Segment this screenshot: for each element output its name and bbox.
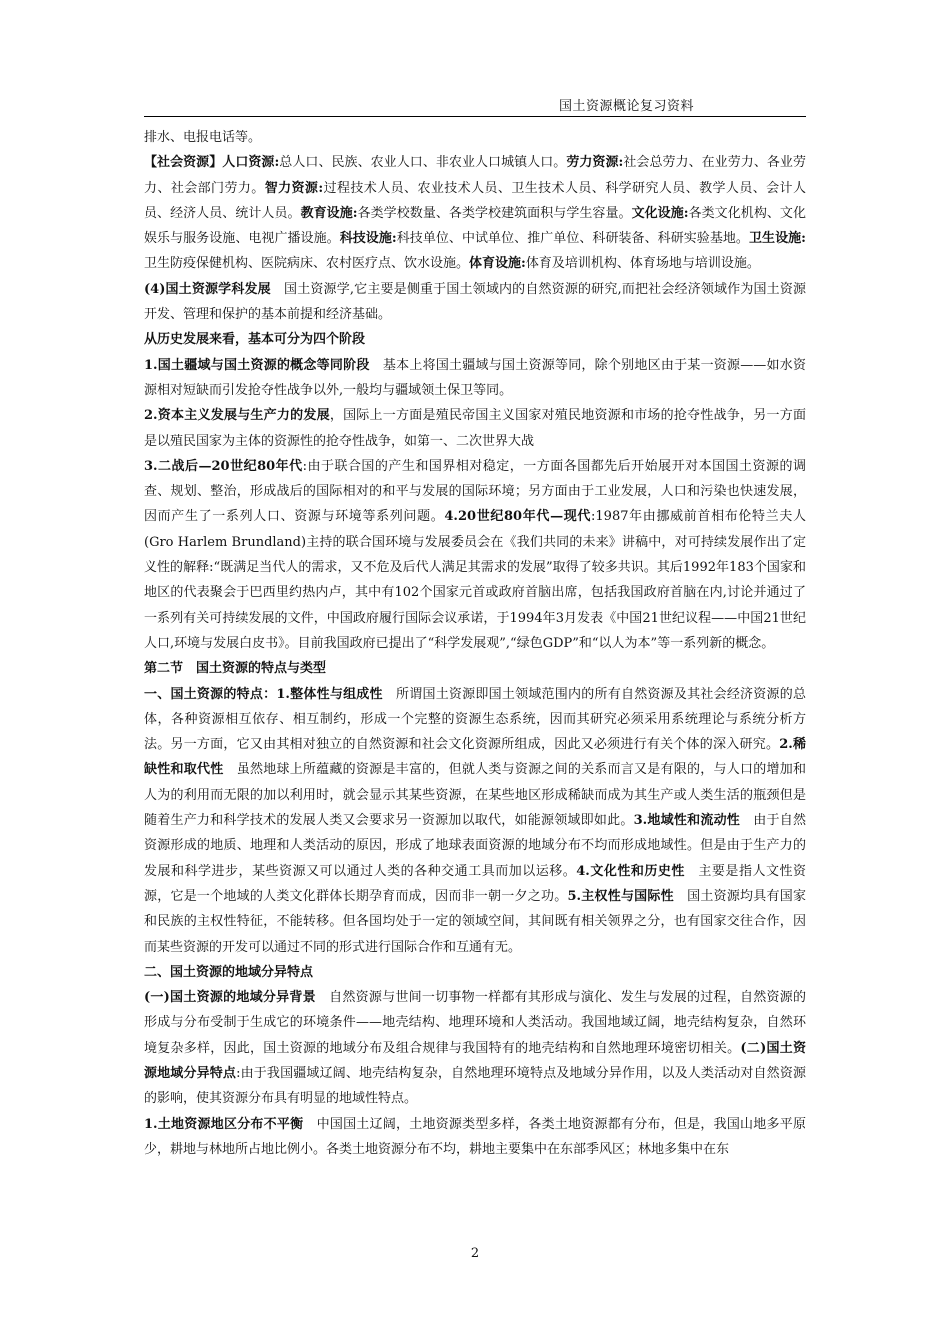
paragraph	[144, 353, 806, 404]
body-text: 社会总劳力、在业劳力、各业劳力、社会部门劳力。	[144, 155, 806, 196]
bold-heading-text: 2.资本主义发展与生产力的发展	[144, 408, 330, 424]
paragraph	[144, 454, 806, 656]
bold-heading-text: 二、国土资源的地域分异特点	[144, 964, 314, 980]
paragraph	[144, 985, 806, 1111]
page-number: 2	[470, 1246, 480, 1261]
bold-heading-text: 教育设施:	[300, 205, 358, 221]
paragraph	[144, 327, 806, 352]
bold-heading-text: 从历史发展来看，基本可分为四个阶段	[144, 332, 366, 348]
paragraph	[144, 1112, 806, 1163]
bold-heading-text: 体育设施:	[469, 256, 526, 272]
bold-heading-text: (4)国土资源学科发展	[144, 281, 271, 297]
bold-heading-text: 一、国土资源的特点：1.整体性与组成性	[144, 686, 383, 702]
body-text: 自然资源与世间一切事物一样都有其形成与演化、发生与发展的过程，自然资源的形成与分布受制于生成它的环境条件——地壳结构、地理环境和人类活动。我国地域辽阔，地壳结构复杂，自然环境复杂多样，因此，国土资源的地域分布及组合规律与我国特有的地壳结构和自然地理环境密切相关。	[144, 990, 806, 1056]
paragraph	[144, 125, 806, 150]
body-text: 国土资源学,它主要是侧重于国土领域内的自然资源的研究,而把社会经济领域作为国土资源开发、管理和保护的基本前提和经济基础。	[144, 281, 806, 323]
paragraph	[144, 403, 806, 454]
body-text: 虽然地球上所蕴藏的资源是丰富的，但就人类与资源之间的关系而言又是有限的，与人口的增加和人为的利用而无限的加以利用时，就会显示其某些资源，在某些地区形成稀缺而成为其生产或人类生活的瓶颈但是随着生产力和科学技术的发展人类又会要求另一资源加以取代，如能源领域即如此。	[144, 762, 806, 829]
body-text: 各类学校数量、各类学校建筑面积与学生容量。	[357, 205, 632, 221]
bold-heading-text: 文化设施:	[631, 205, 689, 221]
bold-heading-text: 1.土地资源地区分布不平衡	[144, 1116, 304, 1132]
header-title: 国土资源概论复习资料	[558, 99, 694, 114]
bold-heading-text: 科技设施:	[339, 231, 397, 247]
bold-heading-text: 劳力资源:	[566, 155, 624, 171]
paragraph	[144, 277, 806, 328]
body-text: 基本上将国土疆域与国土资源等同，除个别地区由于某一资源——如水资源相对短缺而引发抢夺性战争以外,一般均与疆域领土保卫等同。	[144, 357, 806, 398]
body-text: ，国际上一方面是殖民帝国主义国家对殖民地资源和市场的抢夺性战争，另一方面是以殖民国家为主体的资源性的抢夺性战争，如第一、二次世界大战	[144, 408, 806, 449]
body-text: 过程技术人员、农业技术人员、卫生技术人员、科学研究人员、教学人员、会计人员、经济人员、统计人员。	[144, 180, 806, 221]
body-text: 各类文化机构、文化娱乐与服务设施、电视广播设施。	[144, 205, 806, 247]
bold-heading-text: 2.稀缺性和取代性	[144, 737, 806, 778]
bold-heading-text: 5.主权性与国际性	[567, 888, 674, 904]
body-text: :由于联合国的产生和国界相对稳定，一方面各国都先后开始展开对本国国土资源的调查、规划、整治，形成战后的国际相对的和平与发展的国际环境；另方面由于工业发展，人口和污染也快速发展，因而产生了一系列人口、资源与环境等系列问题。	[144, 458, 806, 525]
paragraph	[144, 682, 806, 960]
body-text: 中国国土辽阔，土地资源类型多样，各类土地资源都有分布，但是，我国山地多平原少，耕地与林地所占地比例小。各类土地资源分布不均，耕地主要集中在东部季风区；林地多集中在东	[144, 1116, 806, 1157]
body-text: 国土资源均具有国家和民族的主权性特征，不能转移。但各国均处于一定的领域空间，其间既有相关领界之分，也有国家交往合作，因而某些资源的开发可以通过不同的形式进行国际合作和互通有无。	[144, 888, 806, 955]
bold-heading-text: 智力资源:	[264, 180, 324, 196]
body-text: :1987年由挪威前首相布伦特兰夫人(Gro Harlem Brundland)主持的联合国环境与发展委员会在《我们共同的未来》讲稿中，对可持续发展作出了定义性的解释:“既满足当代人的需求，又不危及后代人满足其需求的发展”取得了较多共识。其后1992年183个国家和地区的代表聚会于巴西里约热内卢，其中有102个国家元首或政府首脑出席，包括我国政府首脑在内,讨论并通过了一系列有关可持续发展的文件，中国政府履行国际会议承诺，于1994年3月发表《中国21世纪议程——中国21世纪人口,环境与发展白皮书》。目前我国政府已提出了“科学发展观”,“绿色GDP”和“以人为本”等一系列新的概念。	[144, 509, 806, 651]
bold-heading-text: 4.20世纪80年代—现代	[444, 509, 592, 525]
bold-heading-text: (二)国土资源地域分异特点	[144, 1040, 806, 1081]
bold-heading-text: 第二节 国土资源的特点与类型	[144, 661, 327, 677]
body-text: 排水、电报电话等。	[144, 130, 262, 145]
bold-heading-text: 1.国土疆域与国土资源的概念等同阶段	[144, 357, 370, 373]
bold-heading-text: 【社会资源】人口资源:	[144, 155, 280, 171]
body-text: 由于自然资源形成的地质、地理和人类活动的原因，形成了地球表面资源的地域分布不均而形成地域性。但是由于生产力的发展和科学进步，某些资源又可以通过人类的各种交通工具而加以运移。	[144, 813, 806, 879]
page-header	[144, 92, 806, 117]
bold-heading-text: 3.地域性和流动性	[633, 813, 741, 829]
paragraph	[144, 150, 806, 276]
body-text: 科技单位、中试单位、推广单位、科研装备、科研实验基地。	[396, 231, 749, 247]
body-text: 主要是指人文性资源，它是一个地域的人类文化群体长期孕育而成，因而非一朝一夕之功。	[144, 863, 806, 904]
body-text: 所谓国土资源即国土领域范围内的所有自然资源及其社会经济资源的总体，各种资源相互依存、相互制约，形成一个完整的资源生态系统，因而其研究必须采用系统理论与系统分析方法。另一方面，它又由其相对独立的自然资源和社会文化资源所组成，因此又必须进行有关个体的深入研究。	[144, 686, 806, 753]
bold-heading-text: 卫生设施:	[748, 231, 806, 247]
body-text: 总人口、民族、农业人口、非农业人口城镇人口。	[279, 155, 567, 171]
paragraph	[144, 960, 806, 985]
body-text: 卫生防疫保健机构、医院病床、农村医疗点、饮水设施。	[144, 256, 470, 272]
paragraph	[144, 656, 806, 681]
bold-heading-text: 4.文化性和历史性	[576, 863, 685, 879]
bold-heading-text: 3.二战后—20世纪80年代	[144, 458, 303, 474]
document-body	[144, 125, 806, 1162]
body-text: 体育及培训机构、体育场地与培训设施。	[525, 256, 760, 272]
body-text: :由于我国疆域辽阔、地壳结构复杂，自然地理环境特点及地域分异作用，以及人类活动对自然资源的影响，使其资源分布具有明显的地域性特点。	[144, 1065, 806, 1107]
bold-heading-text: (一)国土资源的地域分异背景	[144, 990, 316, 1006]
